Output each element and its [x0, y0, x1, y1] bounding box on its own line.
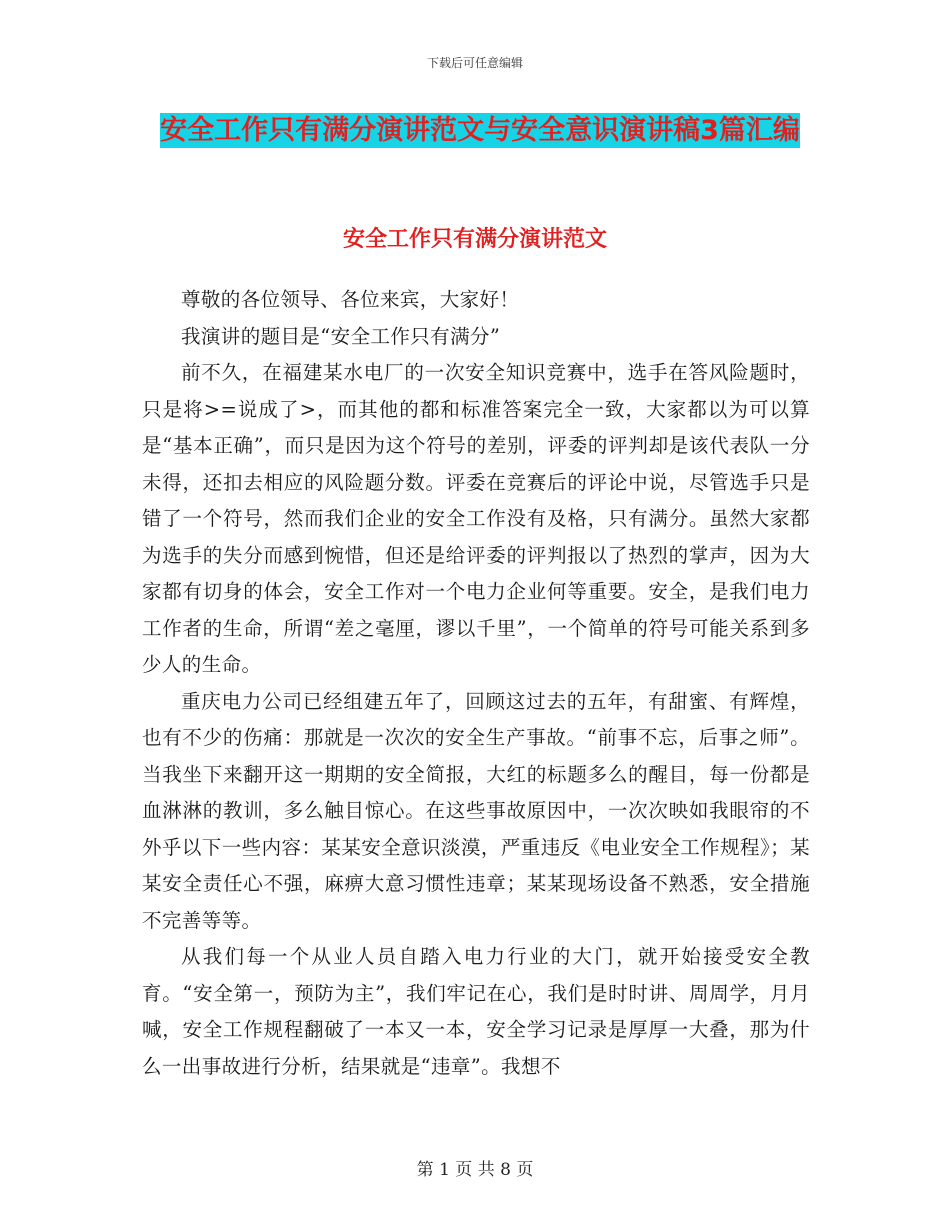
page-footer: 第 1 页 共 8 页 — [416, 1160, 534, 1180]
paragraph: 我演讲的题目是“安全工作只有满分” — [181, 324, 501, 348]
paragraph: 从我们每一个从业人员自踏入电力行业的大门，就开始接受安全教育。“安全第一，预防为主”，我们牢记在心，我们是时时讲、周周学，月月喊，安全工作规程翻破了一本又一本，安全学习记录是厚厚一大叠，那为什么一出事故进行分析，结果就是“违章”。我想不 — [142, 945, 810, 1078]
paragraph: 重庆电力公司已经组建五年了，回顾这过去的五年，有甜蜜、有辉煌，也有不少的伤痛：那就是一次次的安全生产事故。“前事不忘，后事之师”。当我坐下来翻开这一期期的安全简报，大红的标题多么的醒目，每一份都是血淋淋的教训，多么触目惊心。在这些事故原因中，一次次映如我眼帘的不外乎以下一些内容：某某安全意识淡漠，严重违反《电业安全工作规程》；某某安全责任心不强，麻痹大意习惯性违章；某某现场设备不熟悉，安全措施不完善等等。 — [142, 689, 810, 932]
body-text — [142, 282, 810, 1085]
document-title-text: 安全工作只有满分演讲范文与安全意识演讲稿3篇汇编 — [160, 115, 800, 146]
header-note: 下载后可任意编辑 — [426, 56, 523, 70]
section-title: 安全工作只有满分演讲范文 — [342, 227, 607, 252]
document-title — [150, 108, 810, 153]
paragraph: 前不久，在福建某水电厂的一次安全知识竞赛中，选手在答风险题时，只是将>=说成了>，而其他的都和标准答案完全一致，大家都以为可以算是“基本正确”，而只是因为这个符号的差别，评委的评判却是该代表队一分未得，还扣去相应的风险题分数。评委在竞赛后的评论中说，尽管选手只是错了一个符号，然而我们企业的安全工作没有及格，只有满分。虽然大家都为选手的失分而感到惋惜，但还是给评委的评判报以了热烈的掌声，因为大家都有切身的体会，安全工作对一个电力企业何等重要。安全，是我们电力工作者的生命，所谓“差之毫厘，谬以千里”，一个简单的符号可能关系到多少人的生命。 — [142, 361, 810, 676]
paragraph: 尊敬的各位领导、各位来宾，大家好！ — [181, 288, 520, 311]
